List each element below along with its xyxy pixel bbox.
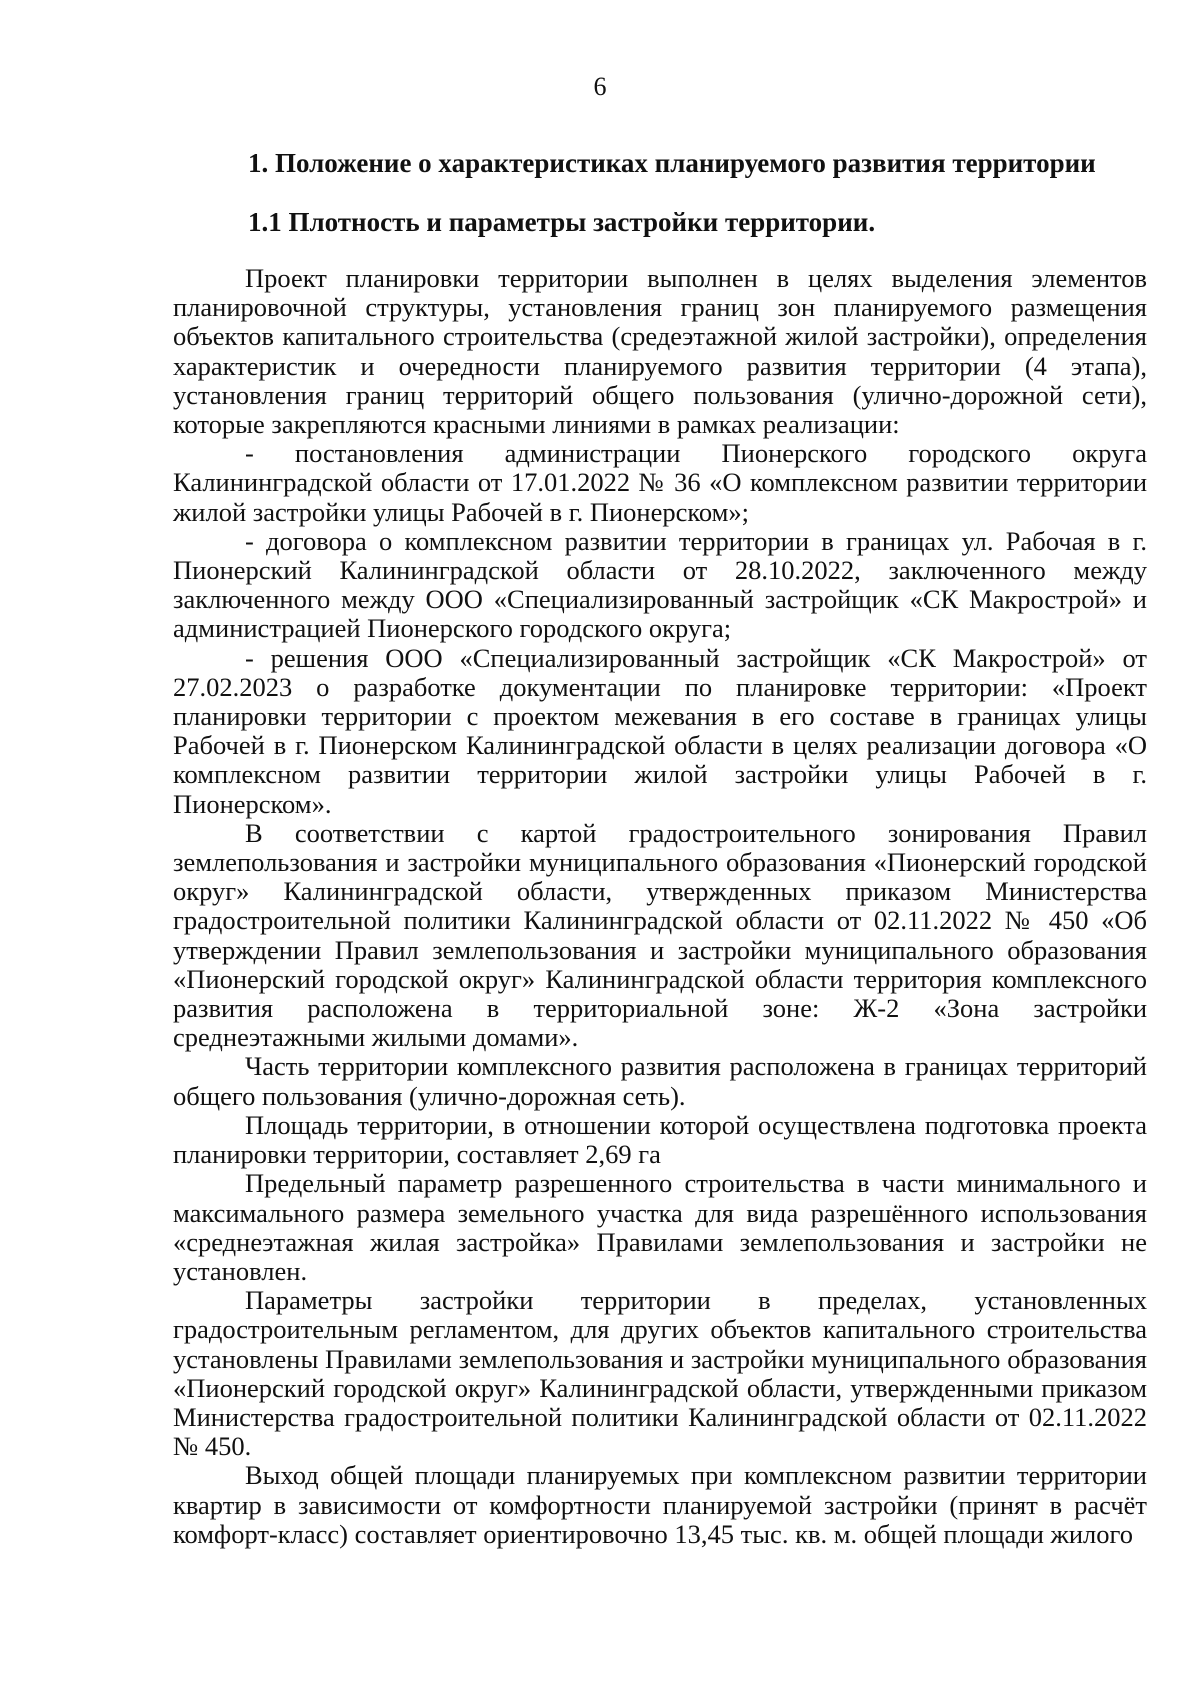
paragraph: Предельный параметр разрешенного строительства в части минимального и максимального размера земельного участка для вида разрешённого использования «среднеэтажная жилая застройка» Правилами землепользования и застройки не установлен. [173, 1168, 1147, 1286]
subsection-heading: 1.1 Плотность и параметры застройки территории. [248, 207, 876, 237]
paragraph: Параметры застройки территории в пределах, установленных градостроительным регламентом, для других объектов капитального строительства установлены Правилами землепользования и застройки муниципального образования «Пионерский городской округ» Калининградской области, утвержденными приказом Министерства градостроительной политики Калининградской области от 02.11.2022 № 450. [173, 1285, 1147, 1462]
page-number: 6 [593, 72, 607, 101]
section-heading: 1. Положение о характеристиках планируемого развития территории [248, 148, 1096, 178]
paragraph: Проект планировки территории выполнен в целях выделения элементов планировочной структуры, установления границ зон планируемого размещения объектов капитального строительства (средеэтажной жилой застройки), определения характеристик и очередности планируемого развития территории (4 этапа), установления границ территорий общего пользования (улично-дорожной сети), которые закрепляются красными линиями в рамках реализации: [173, 263, 1147, 440]
list-item: - постановления администрации Пионерского городского округа Калининградской области от 17.01.2022 № 36 «О комплексном развитии территории жилой застройки улицы Рабочей в г. Пионерском»; [173, 438, 1147, 527]
body-text [173, 264, 1147, 1549]
paragraph: Площадь территории, в отношении которой осуществлена подготовка проекта планировки территории, составляет 2,69 га [173, 1109, 1147, 1170]
list-item: - договора о комплексном развитии территории в границах ул. Рабочая в г. Пионерский Калининградской области от 28.10.2022, заключенного между заключенного между ООО «Специализированный застройщик «СК Макрострой» и администрацией Пионерского городского округа; [173, 525, 1147, 644]
paragraph: Выход общей площади планируемых при комплексном развитии территории квартир в зависимости от комфортности планируемой застройки (принят в расчёт комфорт-класс) составляет ориентировочно 13,45 тыс. кв. м. общей площади жилого [173, 1460, 1147, 1549]
paragraph: Часть территории комплексного развития расположена в границах территорий общего пользования (улично-дорожная сеть). [173, 1051, 1147, 1111]
list-item: - решения ООО «Специализированный застройщик «СК Макрострой» от 27.02.2023 о разработке документации по планировке территории: «Проект планировки территории с проектом межевания в его составе в границах улицы Рабочей в г. Пионерском Калининградской области в целях реализации договора «О комплексном развитии территории жилой застройки улицы Рабочей в г. Пионерском». [173, 642, 1147, 819]
paragraph: В соответствии с картой градостроительного зонирования Правил землепользования и застройки муниципального образования «Пионерский городской округ» Калининградской области, утвержденных приказом Министерства градостроительной политики Калининградской области от 02.11.2022 № 450 «Об утверждении Правил землепользования и застройки муниципального образования «Пионерский городской округ» Калининградской области территория комплексного развития расположена в территориальной зоне: Ж-2 «Зона застройки среднеэтажными жилыми домами». [173, 817, 1147, 1053]
